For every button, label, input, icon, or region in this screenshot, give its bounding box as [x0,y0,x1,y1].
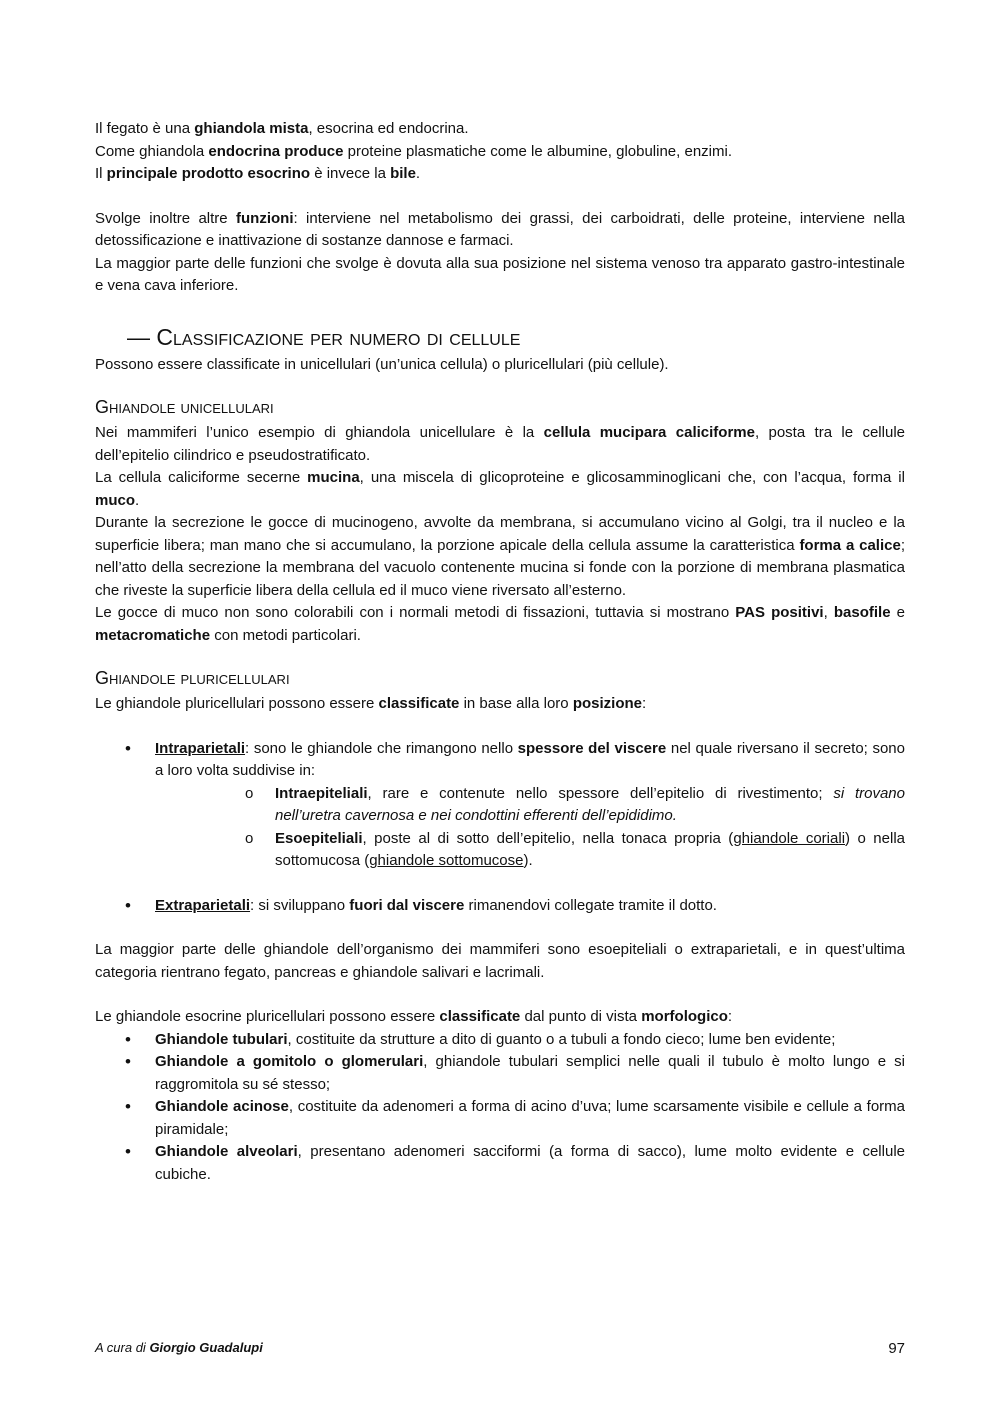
sublist-item-intraepiteliali: o Intraepiteliali, rare e contenute nello spessore dell’epitelio di rivestimento; si trovano nell’uretra cavernosa e nei condottini efferenti dell’epididimo. [155,783,905,828]
unicellulari-paragraph-4: Le gocce di muco non sono colorabili con i normali metodi di fissazioni, tuttavia si mostrano PAS positivi, basofile e metacromatiche con metodi particolari. [95,604,905,644]
intro-paragraph-position: La maggior parte delle funzioni che svolge è dovuta alla sua posizione nel sistema venoso tra apparato gastro-intestinale e vena cava inferiore. [95,254,905,294]
intraparietali-sublist [155,783,905,873]
intro-paragraph-functions: Svolge inoltre altre funzioni: interviene nel metabolismo dei grassi, dei carboidrati, delle proteine, interviene nella detossificazione e inattivazione di sostanze dannose e farmaci. [95,209,906,249]
pluricellulari-paragraph-2: La maggior parte delle ghiandole dell’organismo dei mammiferi sono esoepiteliali o extraparietali, e in quest’ultima categoria rientrano fegato, pancreas e ghiandole salivari e lacrimali. [95,941,905,981]
morphology-list [95,1029,905,1187]
page-footer [95,1340,905,1355]
list-item-intraparietali: • Intraparietali: sono le ghiandole che rimangono nello spessore del viscere nel quale riversano il secreto; sono a loro volta suddivise in: o Intraepiteliali, rare e contenute nello spessore dell’epitelio di rivestimento; si trovano nell’uretra cavernosa e nei condottini efferenti dell’epididimo. o Esoepiteliali, poste al di sotto dell’epitelio, nella tonaca propria (ghiandole coriali) o nella sottomucosa (ghiandole sottomucose). [95,738,905,873]
unicellulari-paragraph-3: Durante la secrezione le gocce di mucinogeno, avvolte da membrana, si accumulano vicino al Golgi, tra il nucleo e la superficie libera; man mano che si accumulano, la porzione apicale della cellula assume la caratteristica forma a calice; nell’atto della secrezione la membrana del vacuolo contenente mucina si fonde con la porzione di membrana plasmatica che riveste la superficie libera della cellula ed il muco viene riversato all’esterno. [95,514,905,599]
list-item-extraparietali: • Extraparietali: si sviluppano fuori dal viscere rimanendovi collegate tramite il dotto. [95,895,905,918]
position-list [95,738,905,873]
unicellulari-paragraph-1: Nei mammiferi l’unico esempio di ghiandola unicellulare è la cellula mucipara caliciforme, posta tra le cellule dell’epitelio cilindrico e pseudostratificato. [95,424,905,464]
pluricellulari-paragraph-1: Le ghiandole pluricellulari possono essere classificate in base alla loro posizione: [95,695,647,712]
unicellulari-paragraph-2: La cellula caliciforme secerne mucina, una miscela di glicoproteine e glicosamminoglicani che, con l’acqua, forma il muco. [95,469,905,509]
document-page [95,118,905,1186]
intro-line-2: Come ghiandola endocrina produce proteine plasmatiche come le albumine, globuline, enzimi. [95,142,732,160]
intro-line-3: Il principale prodotto esocrino è invece la bile. [95,165,421,182]
list-item-tubulari: • Ghiandole tubulari, costituite da strutture a dito di guanto o a tubuli a fondo cieco; lume ben evidente; [95,1029,905,1052]
list-item-alveolari: • Ghiandole alveolari, presentano adenomeri sacciformi (a forma di sacco), lume molto evidente e cellule cubiche. [95,1141,905,1186]
heading-unicellulari: Ghiandole unicellulari [95,397,274,417]
section-heading-classification: — Classificazione per numero di cellule [127,323,521,350]
footer-author-credit: A cura di Giorgio Guadalupi [95,1340,263,1355]
list-item-glomerulari: • Ghiandole a gomitolo o glomerulari, ghiandole tubulari semplici nelle quali il tubulo è molto lungo e si raggromitola su sé stesso; [95,1051,905,1096]
sublist-item-esoepiteliali: o Esoepiteliali, poste al di sotto dell’epitelio, nella tonaca propria (ghiandole coriali) o nella sottomucosa (ghiandole sottomucose). [155,828,905,873]
intro-line-1: Il fegato è una ghiandola mista, esocrina ed endocrina. [95,120,469,137]
page-number: 97 [888,1340,905,1357]
pluricellulari-paragraph-3: Le ghiandole esocrine pluricellulari possono essere classificate dal punto di vista morfologico: [95,1008,733,1025]
heading-pluricellulari: Ghiandole pluricellulari [95,668,290,688]
position-list-2 [95,895,905,918]
list-item-acinose: • Ghiandole acinose, costituite da adenomeri a forma di acino d’uva; lume scarsamente visibile e cellule a forma piramidale; [95,1096,905,1141]
section-classification-text: Possono essere classificate in unicellulari (un’unica cellula) o pluricellulari (più cellule). [95,355,669,373]
